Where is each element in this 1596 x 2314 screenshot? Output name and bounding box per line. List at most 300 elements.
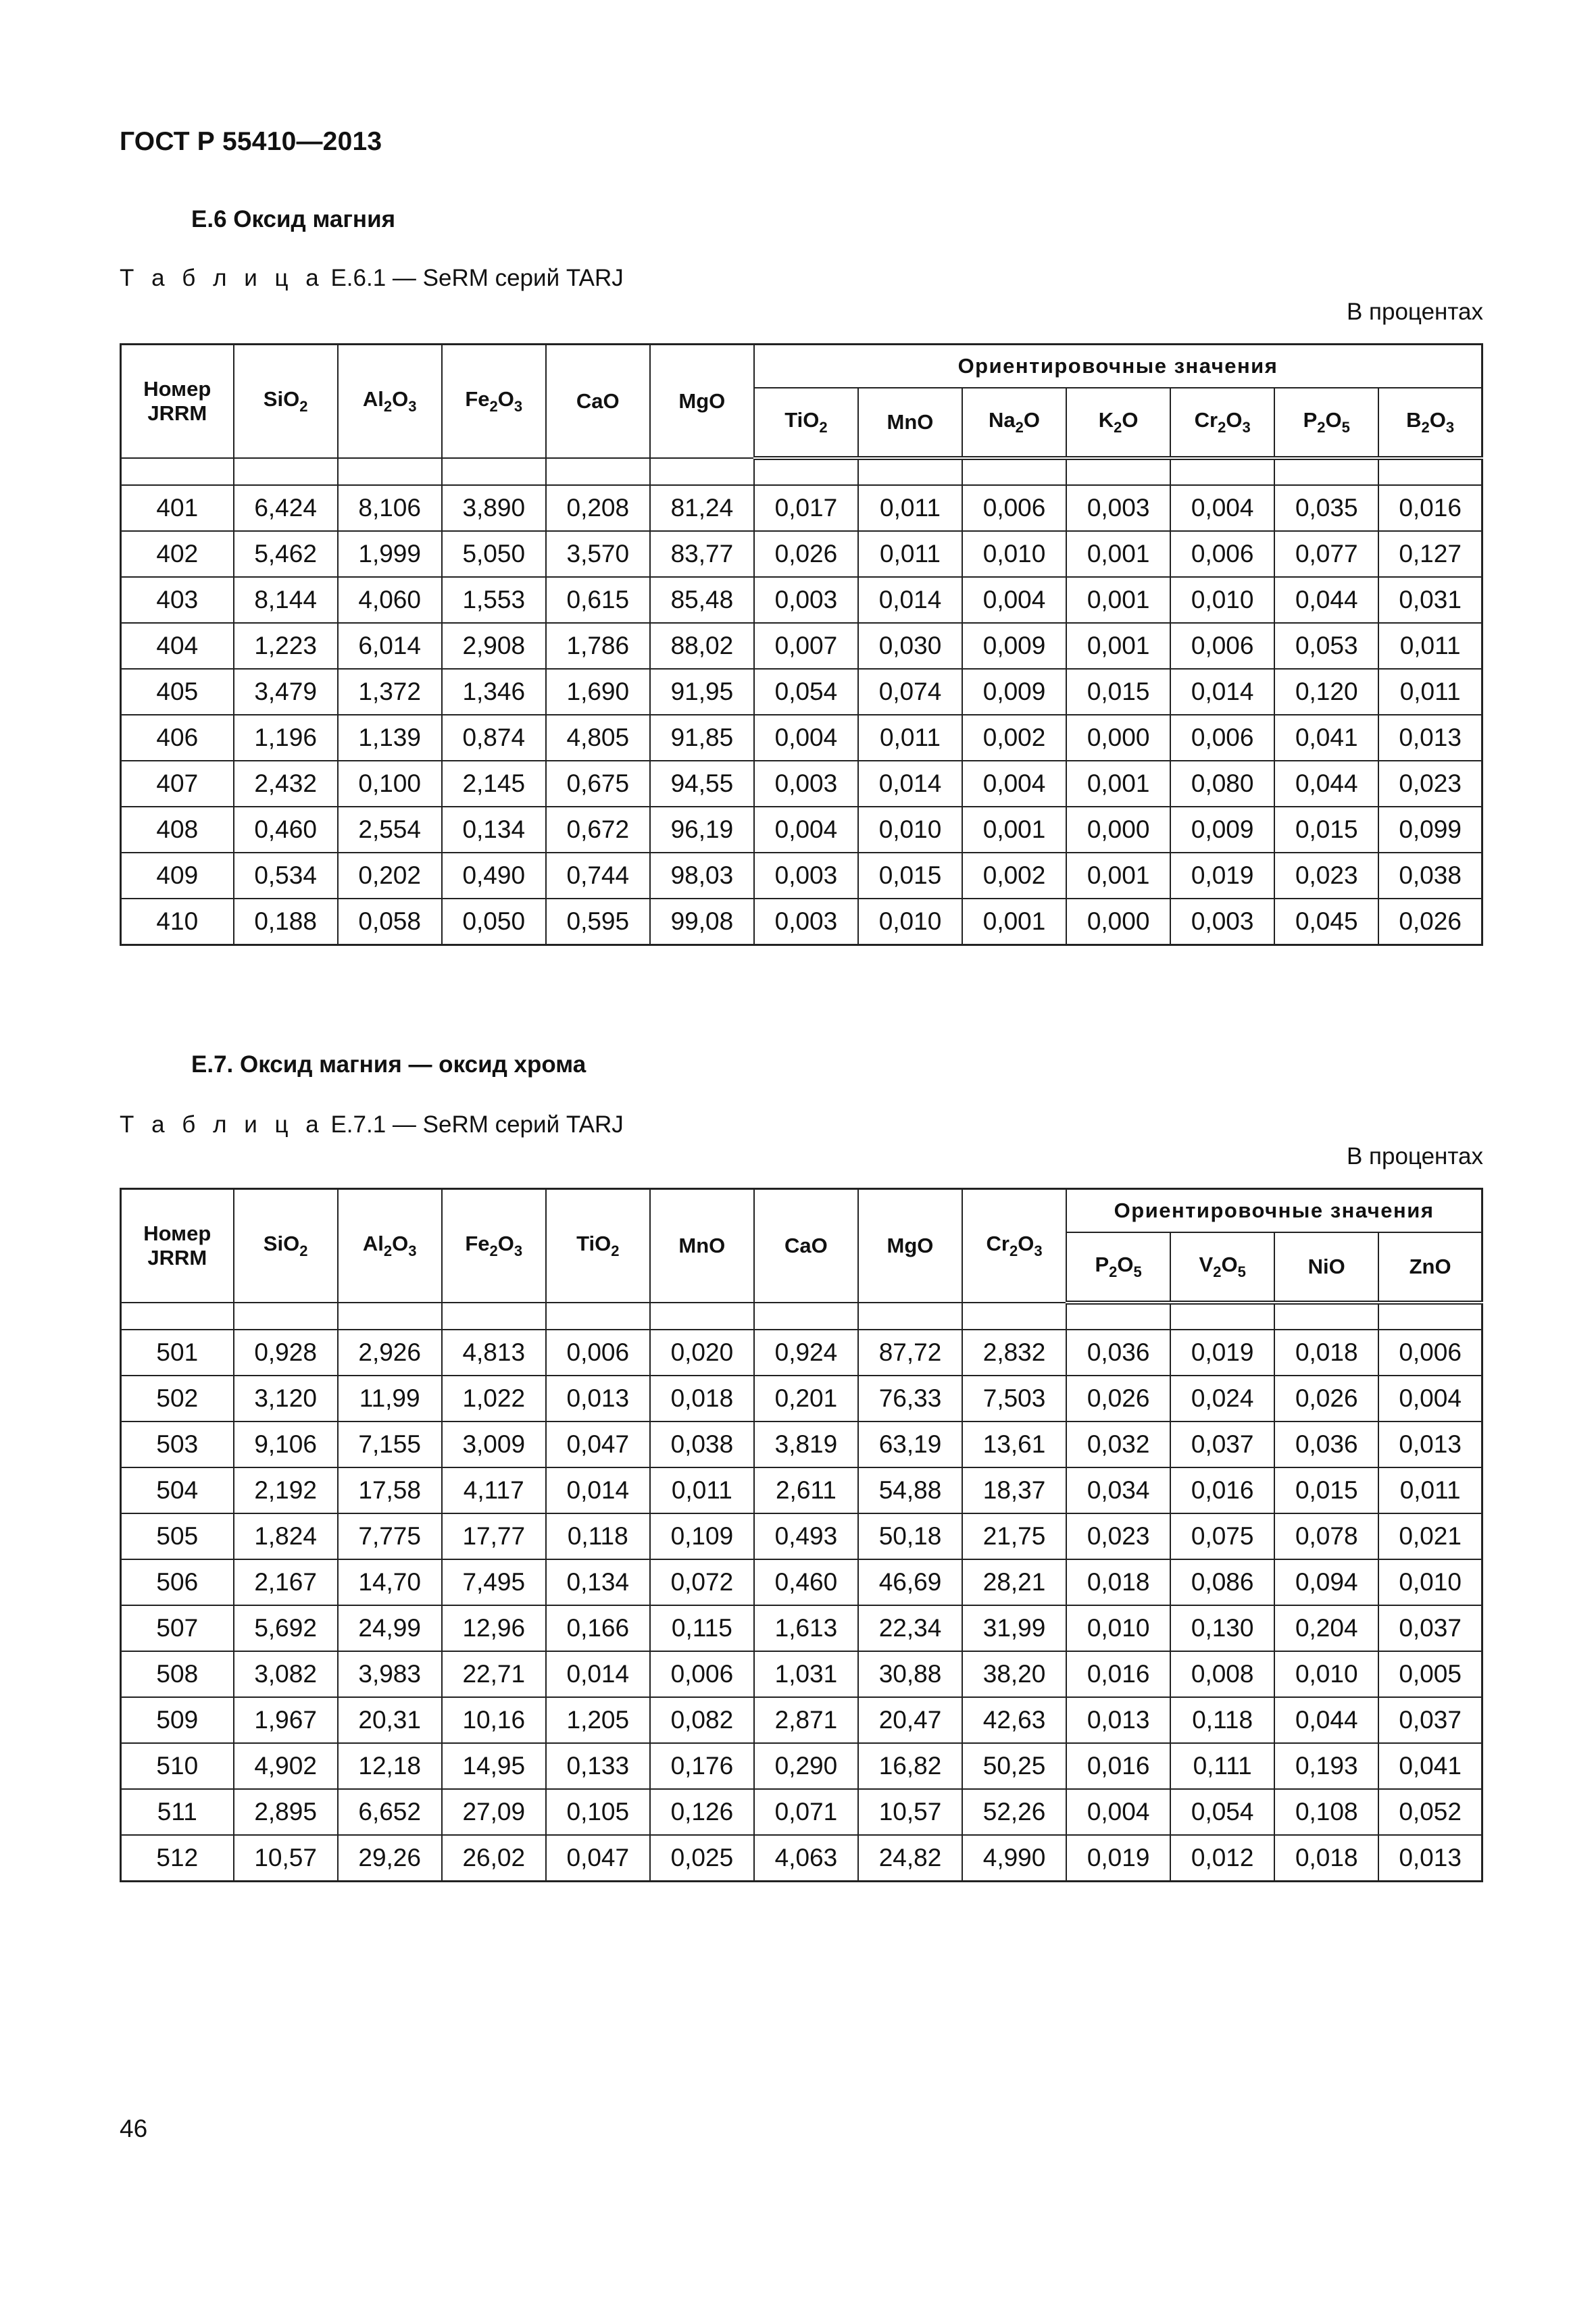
value-cell: 0,010 — [858, 807, 962, 853]
value-cell: 6,424 — [234, 485, 338, 531]
value-cell: 91,85 — [650, 715, 754, 761]
value-cell: 0,874 — [442, 715, 546, 761]
value-cell: 2,167 — [234, 1559, 338, 1605]
value-cell: 0,118 — [1170, 1697, 1274, 1743]
value-cell: 1,139 — [338, 715, 442, 761]
value-cell: 88,02 — [650, 623, 754, 669]
value-cell: 4,902 — [234, 1743, 338, 1789]
value-cell: 0,021 — [1378, 1513, 1482, 1559]
col-header-cao: CaO — [754, 1189, 858, 1303]
caption-prefix: Т а б л и ц а — [120, 265, 324, 291]
table-body-e7 — [121, 1303, 1482, 1882]
value-cell: 54,88 — [858, 1467, 962, 1513]
value-cell: 9,106 — [234, 1422, 338, 1467]
value-cell: 0,020 — [650, 1330, 754, 1376]
row-id-cell: 409 — [121, 853, 234, 899]
value-cell: 10,16 — [442, 1697, 546, 1743]
value-cell: 0,000 — [1066, 715, 1170, 761]
col-header-mgo: MgO — [858, 1189, 962, 1303]
value-cell: 21,75 — [962, 1513, 1066, 1559]
value-cell: 76,33 — [858, 1376, 962, 1422]
value-cell: 12,18 — [338, 1743, 442, 1789]
value-cell: 30,88 — [858, 1651, 962, 1697]
value-cell: 10,57 — [858, 1789, 962, 1835]
value-cell: 0,018 — [650, 1376, 754, 1422]
value-cell: 0,166 — [546, 1605, 650, 1651]
value-cell: 10,57 — [234, 1835, 338, 1882]
value-cell: 0,460 — [754, 1559, 858, 1605]
value-cell: 0,023 — [1378, 761, 1482, 807]
value-cell: 0,004 — [1170, 485, 1274, 531]
value-cell: 0,026 — [1274, 1376, 1378, 1422]
value-cell: 0,928 — [234, 1330, 338, 1376]
value-cell: 0,054 — [754, 669, 858, 715]
value-cell: 81,24 — [650, 485, 754, 531]
col-header-k2o: $K_2O$ — [1066, 388, 1170, 458]
value-cell: 0,672 — [546, 807, 650, 853]
value-cell: 31,99 — [962, 1605, 1066, 1651]
value-cell: 0,003 — [754, 761, 858, 807]
value-cell: 0,001 — [1066, 623, 1170, 669]
value-cell: 0,006 — [650, 1651, 754, 1697]
value-cell: 0,072 — [650, 1559, 754, 1605]
value-cell: 0,109 — [650, 1513, 754, 1559]
row-id-cell: 407 — [121, 761, 234, 807]
value-cell: 50,25 — [962, 1743, 1066, 1789]
col-header-na2o: $Na_2O$ — [962, 388, 1066, 458]
table-row — [121, 853, 1482, 899]
value-cell: 0,120 — [1274, 669, 1378, 715]
col-header-cr2o3: $Cr_2O_3$ — [962, 1189, 1066, 1303]
value-cell: 0,035 — [1274, 485, 1378, 531]
value-cell: 0,009 — [1170, 807, 1274, 853]
value-cell: 52,26 — [962, 1789, 1066, 1835]
col-header-tio2: TiO$_2$ — [754, 388, 858, 458]
value-cell: 0,047 — [546, 1422, 650, 1467]
value-cell: 3,479 — [234, 669, 338, 715]
row-id-cell: 402 — [121, 531, 234, 577]
value-cell: 0,016 — [1066, 1651, 1170, 1697]
value-cell: 0,002 — [962, 853, 1066, 899]
value-cell: 0,126 — [650, 1789, 754, 1835]
section-title-e6: Е.6 Оксид магния — [191, 206, 396, 232]
value-cell: 1,022 — [442, 1376, 546, 1422]
value-cell: 0,006 — [1378, 1330, 1482, 1376]
table-row — [121, 1789, 1482, 1835]
value-cell: 0,026 — [754, 531, 858, 577]
table-row — [121, 715, 1482, 761]
value-cell: 0,094 — [1274, 1559, 1378, 1605]
col-header-mno: MnO — [650, 1189, 754, 1303]
value-cell: 3,819 — [754, 1422, 858, 1467]
table-row — [121, 531, 1482, 577]
value-cell: 24,99 — [338, 1605, 442, 1651]
col-header-v2o5: $V_2O_5$ — [1170, 1232, 1274, 1303]
value-cell: 0,017 — [754, 485, 858, 531]
col-header-sio2: SiO$_2$ — [234, 1189, 338, 1303]
value-cell: 17,58 — [338, 1467, 442, 1513]
value-cell: 0,004 — [1378, 1376, 1482, 1422]
value-cell: 0,108 — [1274, 1789, 1378, 1835]
value-cell: 2,611 — [754, 1467, 858, 1513]
value-cell: 0,026 — [1066, 1376, 1170, 1422]
value-cell: 0,004 — [962, 577, 1066, 623]
value-cell: 0,004 — [754, 807, 858, 853]
value-cell: 0,044 — [1274, 1697, 1378, 1743]
value-cell: 22,34 — [858, 1605, 962, 1651]
value-cell: 2,554 — [338, 807, 442, 853]
value-cell: 2,895 — [234, 1789, 338, 1835]
value-cell: 87,72 — [858, 1330, 962, 1376]
value-cell: 0,011 — [858, 485, 962, 531]
value-cell: 0,290 — [754, 1743, 858, 1789]
row-id-cell: 405 — [121, 669, 234, 715]
value-cell: 0,014 — [858, 761, 962, 807]
table-row — [121, 1513, 1482, 1559]
value-cell: 0,036 — [1274, 1422, 1378, 1467]
value-cell: 0,099 — [1378, 807, 1482, 853]
value-cell: 0,082 — [650, 1697, 754, 1743]
value-cell: 0,100 — [338, 761, 442, 807]
row-id-cell: 511 — [121, 1789, 234, 1835]
value-cell: 0,044 — [1274, 761, 1378, 807]
value-cell: 29,26 — [338, 1835, 442, 1882]
col-header-fe2o3: $Fe_2O_3$ — [442, 1189, 546, 1303]
table-row — [121, 623, 1482, 669]
col-header-cr2o3: $Cr_2O_3$ — [1170, 388, 1274, 458]
col-header-mgo: MgO — [650, 345, 754, 459]
row-id-cell: 401 — [121, 485, 234, 531]
value-cell: 7,775 — [338, 1513, 442, 1559]
value-cell: 0,010 — [1274, 1651, 1378, 1697]
value-cell: 63,19 — [858, 1422, 962, 1467]
section-title-e7: Е.7. Оксид магния — оксид хрома — [191, 1051, 587, 1078]
value-cell: 2,145 — [442, 761, 546, 807]
col-header-b2o3: $B_2O_3$ — [1378, 388, 1482, 458]
value-cell: 0,001 — [1066, 853, 1170, 899]
col-header-group: Ориентировочные значения — [754, 345, 1482, 388]
value-cell: 0,038 — [1378, 853, 1482, 899]
value-cell: 0,016 — [1378, 485, 1482, 531]
value-cell: 0,010 — [1378, 1559, 1482, 1605]
value-cell: 6,652 — [338, 1789, 442, 1835]
row-id-cell: 512 — [121, 1835, 234, 1882]
value-cell: 46,69 — [858, 1559, 962, 1605]
table-row — [121, 1743, 1482, 1789]
value-cell: 0,000 — [1066, 807, 1170, 853]
table-body-e6 — [121, 458, 1482, 945]
row-id-cell: 406 — [121, 715, 234, 761]
value-cell: 0,004 — [962, 761, 1066, 807]
value-cell: 4,060 — [338, 577, 442, 623]
value-cell: 1,346 — [442, 669, 546, 715]
value-cell: 0,025 — [650, 1835, 754, 1882]
value-cell: 0,058 — [338, 899, 442, 945]
table-row — [121, 669, 1482, 715]
row-id-cell: 505 — [121, 1513, 234, 1559]
row-id-cell: 507 — [121, 1605, 234, 1651]
value-cell: 0,054 — [1170, 1789, 1274, 1835]
table-row — [121, 577, 1482, 623]
table-row — [121, 1422, 1482, 1467]
value-cell: 0,924 — [754, 1330, 858, 1376]
value-cell: 0,009 — [962, 623, 1066, 669]
row-id-cell: 410 — [121, 899, 234, 945]
row-id-cell: 509 — [121, 1697, 234, 1743]
table-caption-e6 — [120, 265, 624, 292]
value-cell: 42,63 — [962, 1697, 1066, 1743]
value-cell: 0,188 — [234, 899, 338, 945]
col-header-p2o5: $P_2O_5$ — [1066, 1232, 1170, 1303]
value-cell: 85,48 — [650, 577, 754, 623]
value-cell: 4,117 — [442, 1467, 546, 1513]
table-caption-e7 — [120, 1111, 624, 1138]
value-cell: 0,015 — [1274, 807, 1378, 853]
value-cell: 2,832 — [962, 1330, 1066, 1376]
value-cell: 1,031 — [754, 1651, 858, 1697]
col-header-zno: ZnO — [1378, 1232, 1482, 1303]
value-cell: 0,744 — [546, 853, 650, 899]
value-cell: 0,004 — [754, 715, 858, 761]
value-cell: 0,019 — [1170, 1330, 1274, 1376]
col-header-cao: CaO — [546, 345, 650, 459]
value-cell: 16,82 — [858, 1743, 962, 1789]
page-header: ГОСТ Р 55410—2013 — [120, 127, 382, 156]
value-cell: 94,55 — [650, 761, 754, 807]
value-cell: 1,613 — [754, 1605, 858, 1651]
value-cell: 0,015 — [1274, 1467, 1378, 1513]
value-cell: 0,003 — [754, 853, 858, 899]
value-cell: 0,010 — [858, 899, 962, 945]
value-cell: 0,047 — [546, 1835, 650, 1882]
col-header-mno: MnO — [858, 388, 962, 458]
value-cell: 0,016 — [1066, 1743, 1170, 1789]
value-cell: 0,015 — [858, 853, 962, 899]
value-cell: 27,09 — [442, 1789, 546, 1835]
value-cell: 0,013 — [1378, 1835, 1482, 1882]
value-cell: 0,015 — [1066, 669, 1170, 715]
value-cell: 22,71 — [442, 1651, 546, 1697]
table-row — [121, 761, 1482, 807]
value-cell: 0,078 — [1274, 1513, 1378, 1559]
table-row — [121, 485, 1482, 531]
value-cell: 0,011 — [858, 715, 962, 761]
value-cell: 0,011 — [1378, 669, 1482, 715]
value-cell: 0,490 — [442, 853, 546, 899]
value-cell: 0,013 — [1378, 1422, 1482, 1467]
value-cell: 0,001 — [1066, 577, 1170, 623]
value-cell: 1,999 — [338, 531, 442, 577]
value-cell: 12,96 — [442, 1605, 546, 1651]
value-cell: 0,030 — [858, 623, 962, 669]
value-cell: 0,130 — [1170, 1605, 1274, 1651]
value-cell: 5,050 — [442, 531, 546, 577]
value-cell: 0,037 — [1378, 1697, 1482, 1743]
value-cell: 28,21 — [962, 1559, 1066, 1605]
value-cell: 0,003 — [1170, 899, 1274, 945]
value-cell: 1,205 — [546, 1697, 650, 1743]
value-cell: 1,372 — [338, 669, 442, 715]
row-id-cell: 510 — [121, 1743, 234, 1789]
value-cell: 0,004 — [1066, 1789, 1170, 1835]
value-cell: 0,595 — [546, 899, 650, 945]
value-cell: 0,037 — [1378, 1605, 1482, 1651]
col-header-nio: NiO — [1274, 1232, 1378, 1303]
value-cell: 0,071 — [754, 1789, 858, 1835]
value-cell: 7,503 — [962, 1376, 1066, 1422]
value-cell: 26,02 — [442, 1835, 546, 1882]
value-cell: 5,462 — [234, 531, 338, 577]
value-cell: 0,204 — [1274, 1605, 1378, 1651]
value-cell: 8,144 — [234, 577, 338, 623]
col-header-sio2: SiO$_2$ — [234, 345, 338, 459]
value-cell: 0,534 — [234, 853, 338, 899]
table-row — [121, 807, 1482, 853]
value-cell: 0,013 — [1066, 1697, 1170, 1743]
value-cell: 4,805 — [546, 715, 650, 761]
value-cell: 0,001 — [1066, 761, 1170, 807]
value-cell: 0,050 — [442, 899, 546, 945]
table-row — [121, 1330, 1482, 1376]
caption-text: Е.6.1 — SeRM серий TARJ — [324, 265, 624, 291]
value-cell: 0,115 — [650, 1605, 754, 1651]
table-row — [121, 1651, 1482, 1697]
value-cell: 3,120 — [234, 1376, 338, 1422]
value-cell: 0,014 — [546, 1467, 650, 1513]
value-cell: 0,074 — [858, 669, 962, 715]
value-cell: 8,106 — [338, 485, 442, 531]
value-cell: 0,201 — [754, 1376, 858, 1422]
table-e7 — [120, 1188, 1483, 1882]
value-cell: 0,086 — [1170, 1559, 1274, 1605]
value-cell: 0,006 — [1170, 715, 1274, 761]
value-cell: 0,001 — [962, 899, 1066, 945]
value-cell: 2,908 — [442, 623, 546, 669]
value-cell: 0,133 — [546, 1743, 650, 1789]
page-number: 46 — [120, 2115, 148, 2142]
col-header-fe2o3: $Fe_2O_3$ — [442, 345, 546, 459]
value-cell: 14,95 — [442, 1743, 546, 1789]
value-cell: 0,006 — [1170, 531, 1274, 577]
value-cell: 0,019 — [1066, 1835, 1170, 1882]
value-cell: 0,006 — [962, 485, 1066, 531]
value-cell: 0,037 — [1170, 1422, 1274, 1467]
value-cell: 7,155 — [338, 1422, 442, 1467]
table-row — [121, 1467, 1482, 1513]
value-cell: 1,690 — [546, 669, 650, 715]
value-cell: 0,008 — [1170, 1651, 1274, 1697]
col-header-group: Ориентировочные значения — [1066, 1189, 1482, 1233]
value-cell: 50,18 — [858, 1513, 962, 1559]
value-cell: 0,013 — [546, 1376, 650, 1422]
value-cell: 1,786 — [546, 623, 650, 669]
value-cell: 0,010 — [1170, 577, 1274, 623]
caption-prefix: Т а б л и ц а — [120, 1111, 324, 1138]
value-cell: 0,038 — [650, 1422, 754, 1467]
value-cell: 4,813 — [442, 1330, 546, 1376]
value-cell: 0,011 — [650, 1467, 754, 1513]
value-cell: 0,006 — [546, 1330, 650, 1376]
value-cell: 0,460 — [234, 807, 338, 853]
table-row — [121, 899, 1482, 945]
value-cell: 0,023 — [1274, 853, 1378, 899]
value-cell: 0,044 — [1274, 577, 1378, 623]
value-cell: 2,192 — [234, 1467, 338, 1513]
value-cell: 0,026 — [1378, 899, 1482, 945]
value-cell: 24,82 — [858, 1835, 962, 1882]
table-row — [121, 1835, 1482, 1882]
value-cell: 0,118 — [546, 1513, 650, 1559]
table-row — [121, 1376, 1482, 1422]
value-cell: 2,926 — [338, 1330, 442, 1376]
row-id-cell: 408 — [121, 807, 234, 853]
value-cell: 83,77 — [650, 531, 754, 577]
value-cell: 0,493 — [754, 1513, 858, 1559]
value-cell: 18,37 — [962, 1467, 1066, 1513]
value-cell: 0,045 — [1274, 899, 1378, 945]
table-row — [121, 1559, 1482, 1605]
col-header-al2o3: $Al_2O_3$ — [338, 1189, 442, 1303]
value-cell: 0,001 — [1066, 531, 1170, 577]
value-cell: 1,196 — [234, 715, 338, 761]
value-cell: 38,20 — [962, 1651, 1066, 1697]
value-cell: 0,011 — [858, 531, 962, 577]
value-cell: 0,003 — [754, 899, 858, 945]
col-header-al2o3: $Al_2O_3$ — [338, 345, 442, 459]
units-label-e6: В процентах — [1346, 299, 1483, 325]
value-cell: 0,001 — [962, 807, 1066, 853]
value-cell: 0,032 — [1066, 1422, 1170, 1467]
value-cell: 98,03 — [650, 853, 754, 899]
value-cell: 1,824 — [234, 1513, 338, 1559]
value-cell: 3,009 — [442, 1422, 546, 1467]
value-cell: 0,193 — [1274, 1743, 1378, 1789]
row-id-cell: 508 — [121, 1651, 234, 1697]
value-cell: 3,570 — [546, 531, 650, 577]
value-cell: 4,063 — [754, 1835, 858, 1882]
col-header-id: Номер JRRM — [121, 1189, 234, 1303]
value-cell: 99,08 — [650, 899, 754, 945]
table-e6 — [120, 343, 1483, 946]
value-cell: 0,075 — [1170, 1513, 1274, 1559]
value-cell: 14,70 — [338, 1559, 442, 1605]
value-cell: 17,77 — [442, 1513, 546, 1559]
value-cell: 5,692 — [234, 1605, 338, 1651]
value-cell: 4,990 — [962, 1835, 1066, 1882]
value-cell: 0,018 — [1274, 1835, 1378, 1882]
value-cell: 0,053 — [1274, 623, 1378, 669]
units-label-e7: В процентах — [1346, 1143, 1483, 1169]
value-cell: 11,99 — [338, 1376, 442, 1422]
value-cell: 0,080 — [1170, 761, 1274, 807]
value-cell: 0,014 — [546, 1651, 650, 1697]
col-header-id: Номер JRRM — [121, 345, 234, 459]
value-cell: 0,041 — [1378, 1743, 1482, 1789]
value-cell: 7,495 — [442, 1559, 546, 1605]
value-cell: 2,871 — [754, 1697, 858, 1743]
value-cell: 0,016 — [1170, 1467, 1274, 1513]
value-cell: 0,009 — [962, 669, 1066, 715]
value-cell: 0,018 — [1274, 1330, 1378, 1376]
value-cell: 0,675 — [546, 761, 650, 807]
row-id-cell: 502 — [121, 1376, 234, 1422]
value-cell: 0,202 — [338, 853, 442, 899]
table-row — [121, 1605, 1482, 1651]
value-cell: 0,000 — [1066, 899, 1170, 945]
value-cell: 0,031 — [1378, 577, 1482, 623]
value-cell: 3,082 — [234, 1651, 338, 1697]
value-cell: 0,003 — [1066, 485, 1170, 531]
